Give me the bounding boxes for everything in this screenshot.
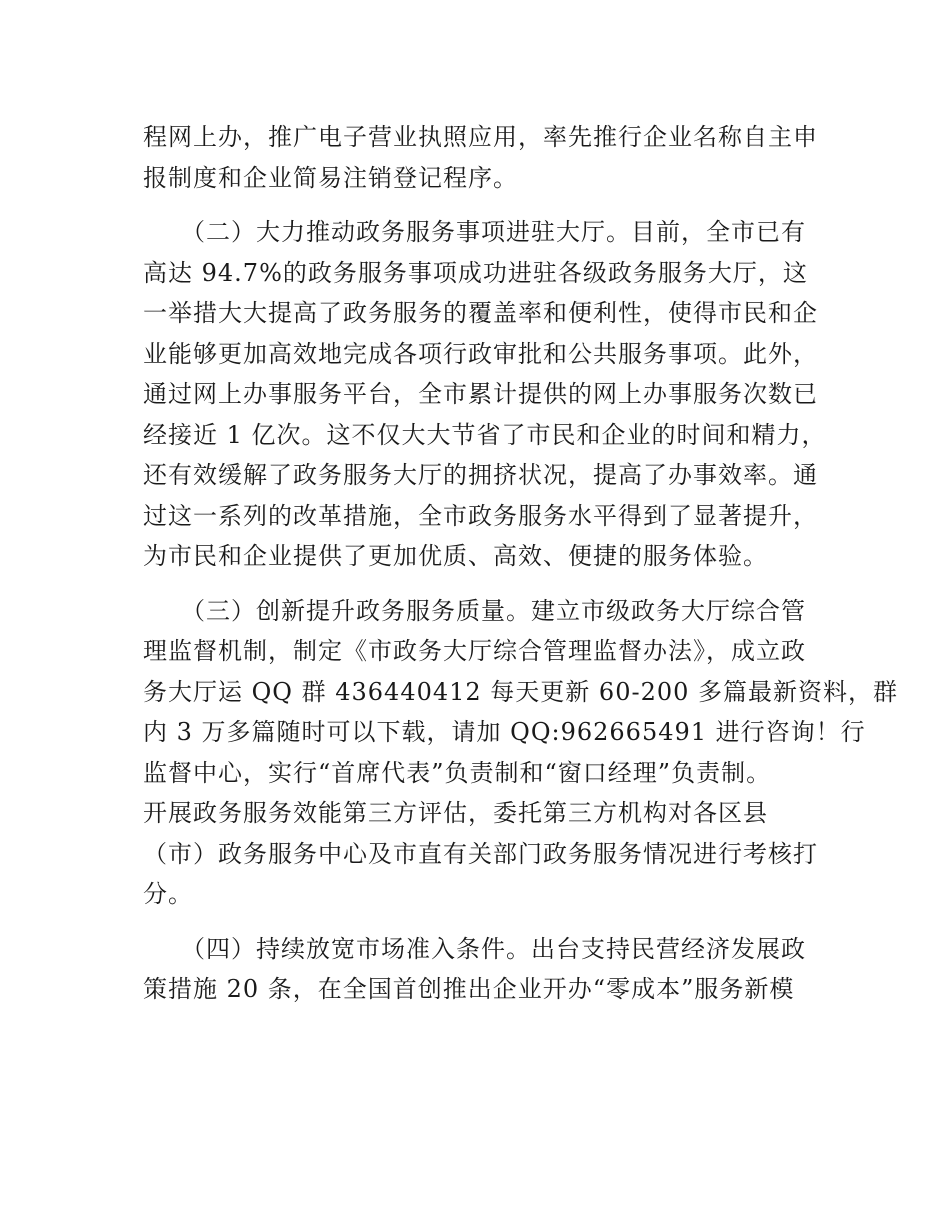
text-line: （四）持续放宽市场准入条件。出台支持民营经济发展政: [143, 934, 806, 963]
text-line: 监督中心，实行“首席代表”负责制和“窗口经理”负责制。: [143, 758, 772, 787]
text-line: 为市民和企业提供了更加优质、高效、便捷的服务体验。: [143, 542, 768, 570]
text-line: 过这一系列的改革措施，全市政务服务水平得到了显著提升，: [143, 501, 818, 530]
text-line: 一举措大大提高了政务服务的覆盖率和便利性，使得市民和企: [143, 299, 818, 327]
text-line: 策措施 20 条，在全国首创推出企业开办“零成本”服务新模: [143, 975, 795, 1003]
paragraph-4: [143, 929, 815, 1010]
paragraph-3: [143, 591, 899, 915]
paragraph-2: [143, 212, 827, 577]
text-line: （三）创新提升政务服务质量。建立市级政务大厅综合管: [143, 596, 806, 625]
paragraph-1: [143, 117, 818, 198]
text-line: 经接近 1 亿次。这不仅大大节省了市民和企业的时间和精力，: [143, 420, 827, 449]
text-line: 程网上办，推广电子营业执照应用，率先推行企业名称自主申: [143, 123, 818, 151]
text-line: 高达 94.7%的政务服务事项成功进驻各级政务服务大厅，这: [143, 258, 808, 287]
text-line: 分。: [143, 880, 193, 908]
text-line: 务大厅运 QQ 群 436440412 每天更新 60-200 多篇最新资料，群: [143, 677, 899, 706]
text-line: 报制度和企业简易注销登记程序。: [143, 163, 518, 192]
text-line: （二）大力推动政务服务事项进驻大厅。目前，全市已有: [143, 218, 806, 246]
text-line: 通过网上办事服务平台，全市累计提供的网上办事服务次数已: [143, 380, 818, 408]
text-line: 还有效缓解了政务服务大厅的拥挤状况，提高了办事效率。通: [143, 461, 818, 489]
text-line: 理监督机制，制定《市政务大厅综合管理监督办法》，成立政: [143, 637, 806, 665]
text-line: 开展政务服务效能第三方评估，委托第三方机构对各区县: [143, 799, 768, 827]
text-line: 内 3 万多篇随时可以下载，请加 QQ:962665491 进行咨询！行: [143, 718, 866, 746]
text-line: （市）政务服务中心及市直有关部门政务服务情况进行考核打: [143, 839, 818, 868]
document-body: [143, 117, 899, 1010]
text-line: 业能够更加高效地完成各项行政审批和公共服务事项。此外，: [143, 339, 818, 368]
